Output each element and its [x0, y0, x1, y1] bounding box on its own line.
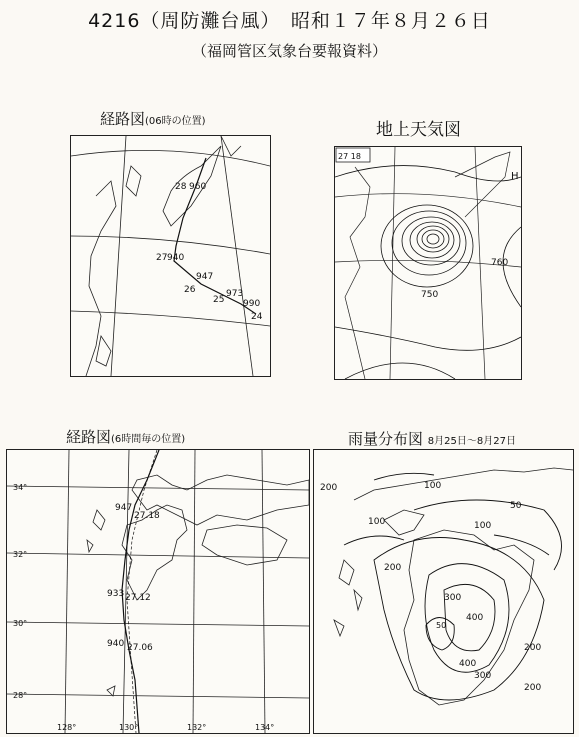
track06-pressure-947: 947 [196, 272, 214, 282]
track6h-pressure-940: 940 [107, 639, 125, 649]
rain-contour-100-a: 100 [424, 481, 442, 491]
page-subtitle: （福岡管区気象台要報資料） [191, 42, 387, 60]
lon-label-128: 128° [57, 723, 77, 732]
track06-point-28: 28 [175, 182, 187, 192]
rain-contour-200-c: 200 [524, 643, 542, 653]
rain-contour-200-d: 200 [524, 683, 542, 693]
rain-contour-50-b: 50 [436, 621, 447, 630]
track06-map [70, 135, 271, 377]
lon-label-132: 132° [187, 723, 207, 732]
track6h-pressure-933: 933 [107, 589, 125, 599]
lat-label-28: 28° [13, 691, 28, 700]
track06-pressure-990: 990 [243, 299, 261, 309]
rain-contour-200-a: 200 [320, 483, 338, 493]
track6h-time-2718: 27.18 [134, 511, 160, 521]
rainfall-label: 雨量分布図 8月25日〜8月27日 [348, 430, 516, 448]
track06-point-25: 25 [213, 295, 225, 305]
lat-label-32: 32° [13, 550, 28, 559]
lat-label-30: 30° [13, 619, 28, 628]
track06-pressure-960: 960 [189, 182, 207, 192]
track06-point-27: 27 [156, 253, 168, 263]
track06-point-24: 24 [251, 312, 263, 322]
weather-label: 地上天気図 [376, 120, 461, 140]
track06-label: 経路図(06時の位置) [100, 110, 206, 128]
weather-map [334, 146, 522, 380]
lon-label-134: 134° [255, 723, 275, 732]
track6h-time-2712: 27.12 [125, 593, 151, 603]
track06-pressure-940: 940 [167, 253, 185, 263]
rain-contour-50-a: 50 [510, 501, 522, 511]
lon-label-130: 130° [119, 723, 139, 732]
track6h-pressure-947: 947 [115, 503, 133, 513]
track06-pressure-973: 973 [226, 289, 244, 299]
weather-high-mark: H [511, 171, 519, 182]
lat-label-34: 34° [13, 483, 28, 492]
weather-isobar-760: 760 [491, 258, 509, 268]
track6h-map [6, 449, 310, 734]
rain-contour-400-b: 400 [459, 659, 477, 669]
rain-contour-100-c: 100 [474, 521, 492, 531]
rain-contour-200-b: 200 [384, 563, 402, 573]
rain-contour-100-b: 100 [368, 517, 386, 527]
rain-contour-300-a: 300 [444, 593, 462, 603]
rainfall-map [313, 449, 574, 734]
track06-point-26: 26 [184, 285, 196, 295]
weather-isobar-750: 750 [421, 290, 439, 300]
page-title: 4216（周防灘台風） 昭和１７年８月２６日 [88, 10, 491, 32]
track6h-label: 経路図(6時間毎の位置) [66, 428, 186, 446]
track6h-time-2706: 27.06 [127, 643, 153, 653]
rain-contour-400-a: 400 [466, 613, 484, 623]
rain-contour-300-b: 300 [474, 671, 492, 681]
weather-date-stamp: 27 18 [338, 152, 361, 161]
